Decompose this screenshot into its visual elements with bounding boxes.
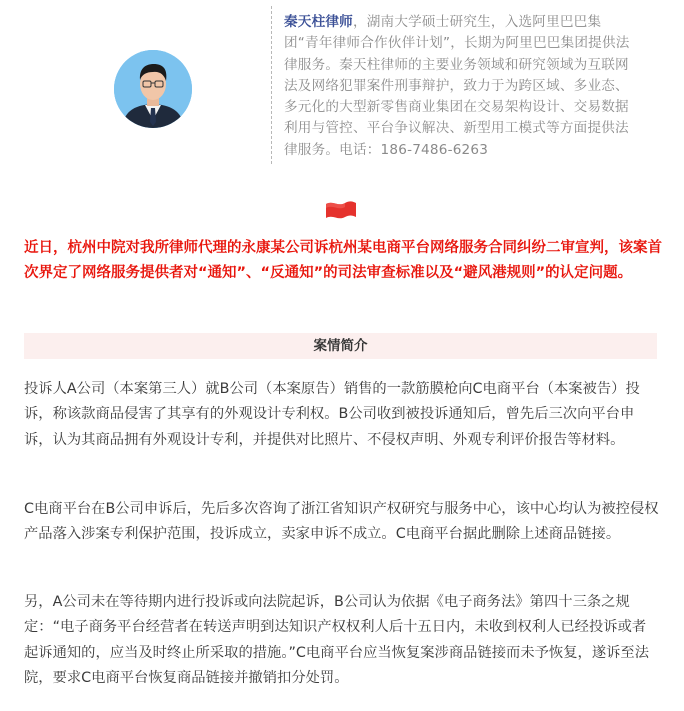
author-bio-text: ，湖南大学硕士研究生，入选阿里巴巴集团“青年律师合作伙伴计划”，长期为阿里巴巴集团提供法律服务。秦天柱律师的主要业务领域和研究领域为互联网法及网络犯罪案件刑事辩护，致力于为跨区域、多业态、多元化的大型新零售商业集团在交易架构设计、交易数据利用与管控、平台争议解决、新型用工模式等方面提供法律服务。电话：186-7486-6263 xyxy=(284,14,630,158)
section-title: 案情简介 xyxy=(24,333,657,359)
author-bio xyxy=(284,12,636,161)
author-card xyxy=(0,0,684,170)
avatar xyxy=(114,50,192,128)
case-paragraph-2: C电商平台在B公司申诉后，先后多次咨询了浙江省知识产权研究与服务中心，该中心均认为被控侵权产品落入涉案专利保护范围，投诉成立，卖家申诉不成立。C电商平台据此删除上述商品链接。 xyxy=(24,501,659,543)
case-paragraph-1: 投诉人A公司（本案第三人）就B公司（本案原告）销售的一款筋膜枪向C电商平台（本案被告）投诉，称该款商品侵害了其享有的外观设计专利权。B公司收到被投诉通知后，曾先后三次向平台申诉，认为其商品拥有外观设计专利，并提供对比照片、不侵权声明、外观专利评价报告等材料。 xyxy=(24,381,640,448)
divider xyxy=(271,6,272,164)
red-flag-icon xyxy=(324,199,358,223)
case-paragraph-3: 另，A公司未在等待期内进行投诉或向法院起诉，B公司认为依据《电子商务法》第四十三条之规定：“电子商务平台经营者在转送声明到达知识产权权利人后十五日内，未收到权利人已经投诉或者起诉通知的，应当及时终止所采取的措施。”C电商平台应当恢复案涉商品链接而未予恢复，遂诉至法院，要求C电商平台恢复商品链接并撤销扣分处罚。 xyxy=(24,594,650,686)
lead-paragraph: 近日，杭州中院对我所律师代理的永康某公司诉杭州某电商平台网络服务合同纠纷二审宣判，该案首次界定了网络服务提供者对“通知”、“反通知”的司法审查标准以及“避风港规则”的认定问题。 xyxy=(24,240,662,281)
author-name: 秦天柱律师 xyxy=(284,14,353,30)
